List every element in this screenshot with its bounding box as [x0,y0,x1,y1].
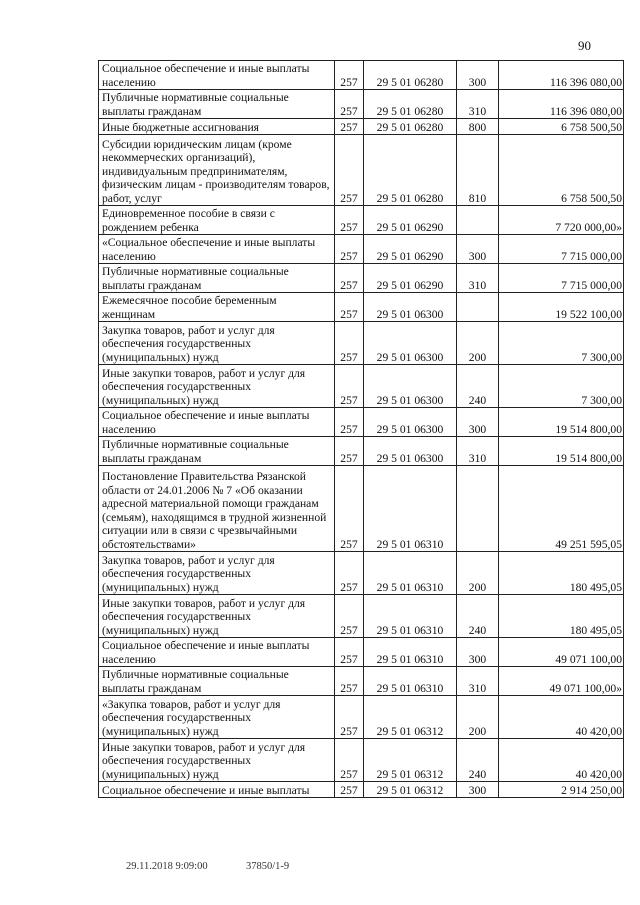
row-csr: 29 5 01 06312 [364,696,457,739]
row-amount: 40 420,00 [499,696,624,739]
row-csr: 29 5 01 06310 [364,595,457,638]
table-row [99,135,624,206]
table-row [99,264,624,293]
row-csr: 29 5 01 06280 [364,135,457,206]
row-name: Закупка товаров, работ и услуг для обеспечения государственных (муниципальных) нужд [99,552,335,595]
row-name: «Социальное обеспечение и иные выплаты населению [99,235,335,264]
row-name: Публичные нормативные социальные выплаты гражданам [99,437,335,466]
row-vr: 300 [457,638,499,667]
row-csr: 29 5 01 06312 [364,782,457,798]
table-row [99,638,624,667]
row-csr: 29 5 01 06300 [364,293,457,322]
row-vr: 240 [457,739,499,782]
row-grbs: 257 [335,782,364,798]
table-row [99,61,624,90]
row-amount: 7 300,00 [499,322,624,365]
row-amount: 7 715 000,00 [499,235,624,264]
row-amount: 7 720 000,00» [499,206,624,235]
row-csr: 29 5 01 06280 [364,119,457,135]
row-name: Закупка товаров, работ и услуг для обеспечения государственных (муниципальных) нужд [99,322,335,365]
table-row [99,437,624,466]
footer-document-code: 37850/1-9 [246,861,290,872]
row-grbs: 257 [335,235,364,264]
row-vr: 310 [457,667,499,696]
row-grbs: 257 [335,696,364,739]
row-vr: 310 [457,90,499,119]
row-grbs: 257 [335,552,364,595]
table-row [99,365,624,408]
table-row [99,782,624,798]
row-name: Публичные нормативные социальные выплаты гражданам [99,667,335,696]
row-grbs: 257 [335,90,364,119]
row-name: Субсидии юридическим лицам (кроме некоммерческих организаций), индивидуальным предпринимателям, физическим лицам - производителям товаров, работ, услуг [99,135,335,206]
row-name: Социальное обеспечение и иные выплаты [99,782,335,798]
row-amount: 49 251 595,05 [499,466,624,552]
row-vr: 800 [457,119,499,135]
table-row [99,667,624,696]
row-csr: 29 5 01 06280 [364,61,457,90]
table-row [99,322,624,365]
table-row [99,552,624,595]
row-amount: 116 396 080,00 [499,61,624,90]
row-amount: 6 758 500,50 [499,135,624,206]
row-name: Постановление Правительства Рязанской области от 24.01.2006 № 7 «Об оказании адресной материальной помощи гражданам (семьям), находящимся в трудной жизненной ситуации или в связи с чрезвычайными обстоятельствами» [99,466,335,552]
table-row [99,90,624,119]
row-name: Иные закупки товаров, работ и услуг для обеспечения государственных (муниципальных) нужд [99,365,335,408]
row-csr: 29 5 01 06300 [364,408,457,437]
row-amount: 2 914 250,00 [499,782,624,798]
table-row [99,696,624,739]
row-name: Иные бюджетные ассигнования [99,119,335,135]
row-csr: 29 5 01 06310 [364,552,457,595]
row-csr: 29 5 01 06290 [364,235,457,264]
row-grbs: 257 [335,264,364,293]
row-csr: 29 5 01 06310 [364,638,457,667]
row-name: Иные закупки товаров, работ и услуг для обеспечения государственных (муниципальных) нужд [99,739,335,782]
row-amount: 180 495,05 [499,595,624,638]
row-vr: 300 [457,408,499,437]
row-grbs: 257 [335,667,364,696]
row-grbs: 257 [335,437,364,466]
table-row [99,739,624,782]
row-csr: 29 5 01 06290 [364,206,457,235]
row-amount: 7 300,00 [499,365,624,408]
row-vr [457,293,499,322]
row-grbs: 257 [335,408,364,437]
row-amount: 19 514 800,00 [499,408,624,437]
row-grbs: 257 [335,638,364,667]
row-csr: 29 5 01 06310 [364,667,457,696]
table-row [99,235,624,264]
row-vr: 300 [457,782,499,798]
row-amount: 49 071 100,00» [499,667,624,696]
row-grbs: 257 [335,466,364,552]
table-row [99,206,624,235]
footer-date: 29.11.2018 9:09:00 [126,861,208,872]
row-vr: 810 [457,135,499,206]
row-grbs: 257 [335,322,364,365]
row-amount: 7 715 000,00 [499,264,624,293]
row-csr: 29 5 01 06310 [364,466,457,552]
row-name: Социальное обеспечение и иные выплаты населению [99,61,335,90]
row-name: Социальное обеспечение и иные выплаты населению [99,408,335,437]
row-amount: 19 522 100,00 [499,293,624,322]
row-amount: 180 495,05 [499,552,624,595]
row-grbs: 257 [335,61,364,90]
row-name: «Закупка товаров, работ и услуг для обеспечения государственных (муниципальных) нужд [99,696,335,739]
row-vr: 240 [457,365,499,408]
row-name: Иные закупки товаров, работ и услуг для обеспечения государственных (муниципальных) нужд [99,595,335,638]
row-amount: 6 758 500,50 [499,119,624,135]
row-vr: 310 [457,437,499,466]
row-amount: 19 514 800,00 [499,437,624,466]
row-name: Публичные нормативные социальные выплаты гражданам [99,264,335,293]
row-vr: 300 [457,61,499,90]
page-number: 90 [578,38,591,53]
budget-table [98,60,624,798]
row-vr: 240 [457,595,499,638]
row-vr: 310 [457,264,499,293]
row-vr: 200 [457,322,499,365]
row-vr: 200 [457,552,499,595]
row-csr: 29 5 01 06300 [364,365,457,408]
table-row [99,466,624,552]
row-vr [457,206,499,235]
row-csr: 29 5 01 06280 [364,90,457,119]
row-amount: 49 071 100,00 [499,638,624,667]
row-csr: 29 5 01 06300 [364,437,457,466]
row-name: Социальное обеспечение и иные выплаты населению [99,638,335,667]
row-amount: 116 396 080,00 [499,90,624,119]
row-name: Ежемесячное пособие беременным женщинам [99,293,335,322]
row-csr: 29 5 01 06300 [364,322,457,365]
row-csr: 29 5 01 06312 [364,739,457,782]
row-vr: 200 [457,696,499,739]
table-row [99,595,624,638]
row-grbs: 257 [335,293,364,322]
row-vr: 300 [457,235,499,264]
row-name: Единовременное пособие в связи с рождением ребенка [99,206,335,235]
table-row [99,408,624,437]
row-name: Публичные нормативные социальные выплаты гражданам [99,90,335,119]
row-csr: 29 5 01 06290 [364,264,457,293]
row-grbs: 257 [335,595,364,638]
table-row [99,119,624,135]
row-grbs: 257 [335,206,364,235]
row-grbs: 257 [335,365,364,408]
row-grbs: 257 [335,739,364,782]
row-grbs: 257 [335,119,364,135]
row-grbs: 257 [335,135,364,206]
row-amount: 40 420,00 [499,739,624,782]
table-row [99,293,624,322]
row-vr [457,466,499,552]
